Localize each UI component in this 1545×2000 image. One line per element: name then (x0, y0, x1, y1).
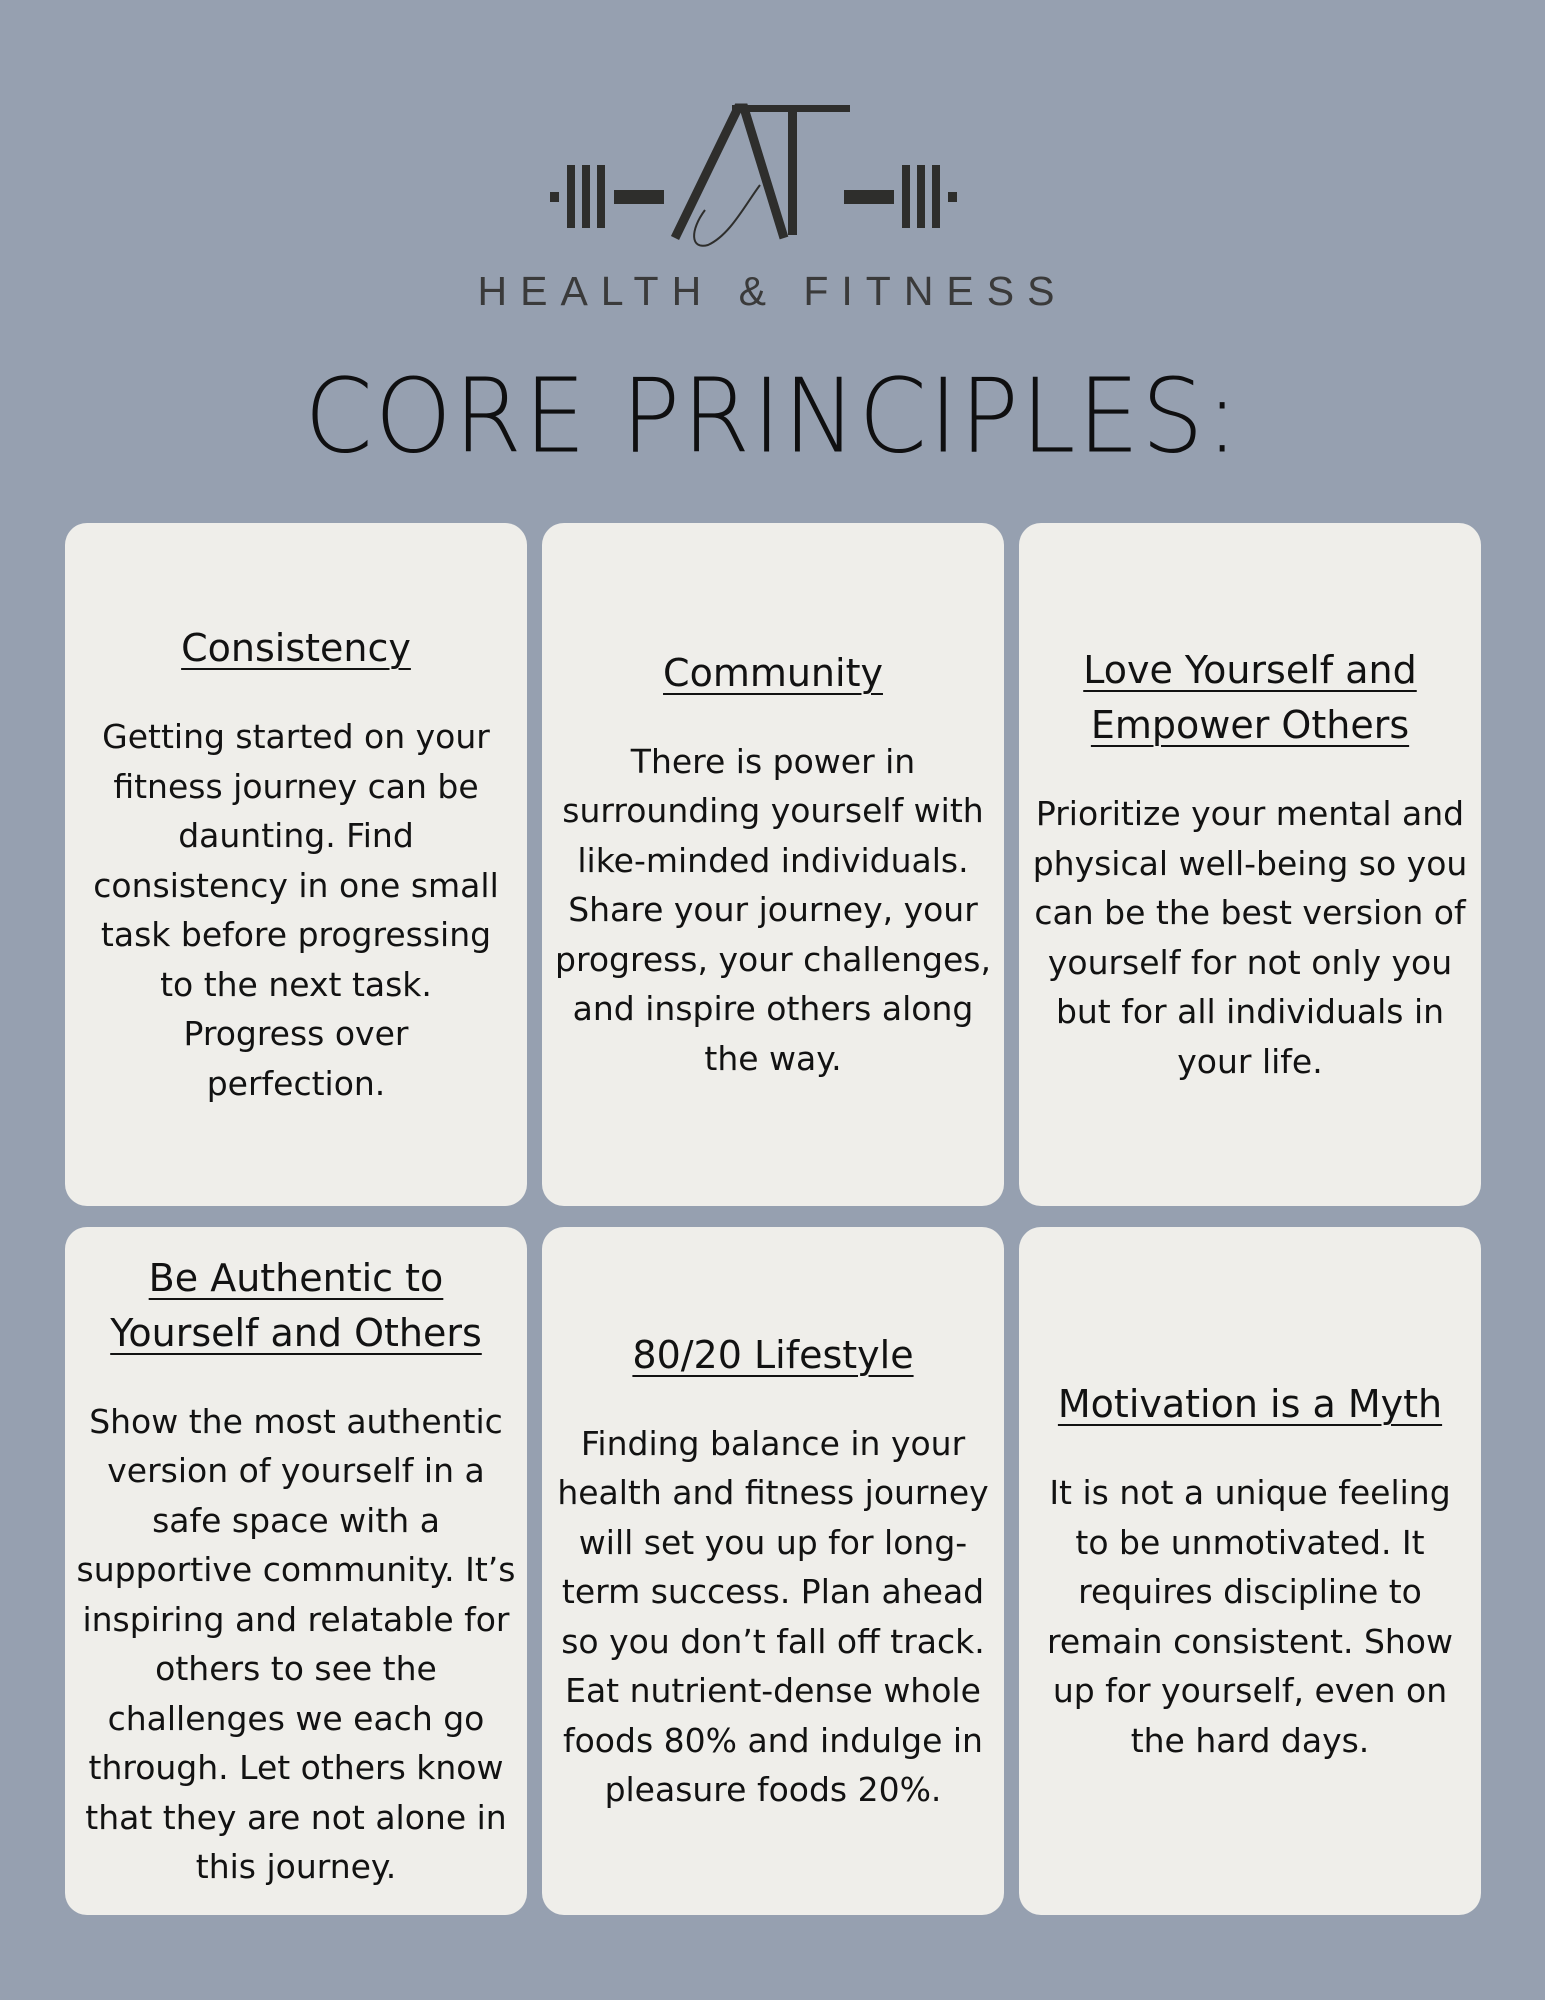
principle-body: It is not a unique feeling to be unmotivated. It requires discipline to remain consistent. Show up for yourself, even on the hard days. (1046, 1473, 1453, 1760)
principle-card-motivation-myth (1019, 1227, 1481, 1915)
principle-title: 80/20 Lifestyle (632, 1332, 914, 1377)
principle-card-love-yourself (1019, 523, 1481, 1206)
principle-body: Prioritize your mental and physical well-being so you can be the best version of yourself for not only you but for all individuals in your life. (1032, 794, 1468, 1081)
principle-body: Show the most authentic version of yourself in a safe space with a supportive community. It’s inspiring and relatable for others to see the challenges we each go through. Let others know that they are not alone in this journey. (76, 1401, 516, 1886)
page-title: CORE PRINCIPLES: (304, 357, 1241, 477)
principle-card-80-20-lifestyle (542, 1227, 1004, 1915)
principle-card-consistency (65, 523, 527, 1206)
brand-name: HEALTH & FITNESS (477, 268, 1068, 314)
principle-body: There is power in surrounding yourself with like-minded individuals. Share your journey, your progress, your challenges, and inspire others along the way. (555, 741, 991, 1078)
principle-title: Love Yourself and Empower Others (1083, 648, 1417, 747)
principle-card-be-authentic (65, 1227, 527, 1915)
principle-title: Community (663, 650, 883, 695)
dumbbell-logo-icon (540, 90, 1005, 250)
principle-body: Finding balance in your health and fitness journey will set you up for long-term success. Plan ahead so you don’t fall off track. Eat nutrient-dense whole foods 80% and indulge in pleasure foods 20%. (557, 1423, 989, 1809)
principle-body: Getting started on your fitness journey can be daunting. Find consistency in one small task before progressing to the next task. Progress over perfection. (93, 717, 499, 1103)
principle-title: Motivation is a Myth (1057, 1382, 1443, 1426)
principle-title: Consistency (181, 626, 411, 670)
principle-card-community (542, 523, 1004, 1206)
principle-title: Be Authentic to Yourself and Others (110, 1255, 482, 1355)
